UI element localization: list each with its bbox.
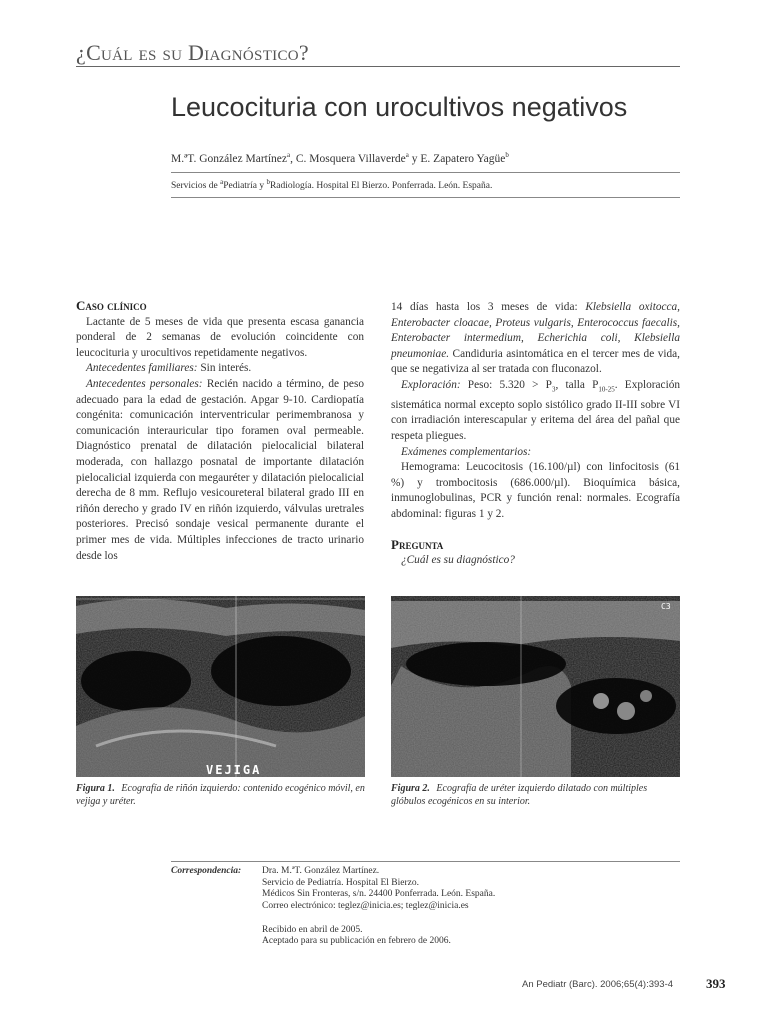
paragraph: 14 días hasta los 3 meses de vida: Klebsiella oxitocca, Enterobacter cloacae, Proteus vulgaris, Enterococcus faecalis, Enterobacter intermedium, Echerichia coli, Klebsiella pneumoniae. Candiduria asintomática en el tercer mes de vida, que se negativiza al ser tratada con fluconazol.	[391, 301, 680, 376]
section-heading-caso-clinico: Caso clínico	[76, 298, 147, 313]
article-title: Leucocituria con urocultivos negativos	[171, 92, 628, 122]
affiliation-divider	[171, 197, 680, 198]
figure-1-ultrasound	[76, 596, 365, 777]
correspondence-block	[262, 866, 495, 948]
header-divider	[76, 66, 680, 67]
paragraph: Hemograma: Leucocitosis (16.100/µl) con linfocitosis (61 %) y trombocitosis (686.000/µl). Bioquímica básica, inmunoglobulinas, PCR y función renal: normales. Ecografía abdominal: figuras 1 y 2.	[391, 461, 680, 520]
figure-1-caption	[76, 783, 365, 808]
paragraph: Antecedentes personales: Recién nacido a término, de peso adecuado para la edad de gestación. Apgar 9-10. Cardiopatía congénita: comunicación interventricular perimembranosa y comunicación interauricular tipo foramen oval permeable. Diagnóstico prenatal de dilatación pielocalicial bilateral moderada, con hallazgo posnatal de importante dilatación pielocalicial izquierda con megauréter y dilatación pielocalicial derecha de 8 mm. Reflujo vesicoureteral bilateral grado III en riñón derecho y grado IV en riñón izquierdo, válvulas uretrales posteriores. Precisó sondaje vesical permanente durante el primer mes de vida. Múltiples infecciones de tracto urinario desde los	[76, 377, 364, 562]
figure-1-label: Figura 1.	[76, 783, 115, 794]
figure-2-ultrasound	[391, 596, 680, 777]
figure-2-caption-text: Ecografía de uréter izquierdo dilatado con múltiples glóbulos ecogénicos en su interior.	[391, 783, 648, 807]
correspondence-line: Dra. M.ªT. González Martínez.	[262, 866, 380, 876]
section-title: ¿Cuál es su Diagnóstico?	[76, 40, 309, 65]
question-text: ¿Cuál es su diagnóstico?	[401, 554, 515, 567]
section-heading-pregunta: Pregunta	[391, 536, 444, 552]
figure-1-caption-text: Ecografía de riñón izquierdo: contenido ecogénico móvil, en vejiga y uréter.	[76, 783, 365, 807]
correspondence-line: Servicio de Pediatría. Hospital El Bierzo.	[262, 877, 419, 888]
figure-2-overlay-label: C3	[661, 602, 671, 611]
paragraph: Exámenes complementarios:	[401, 445, 532, 458]
journal-citation: An Pediatr (Barc). 2006;65(4):393-4	[522, 979, 674, 990]
paragraph: Antecedentes familiares: Sin interés.	[86, 362, 252, 375]
figure-1-overlay-label: VEJIGA	[206, 763, 262, 777]
accepted-date: Aceptado para su publicación en febrero de 2006.	[262, 936, 451, 947]
received-date: Recibido en abril de 2005.	[262, 924, 363, 935]
correspondence-email: Correo electrónico: teglez@inicia.es; teglez@inicia.es	[262, 901, 469, 912]
correspondence-label: Correspondencia:	[171, 866, 242, 876]
paragraph: Lactante de 5 meses de vida que presenta escasa ganancia ponderal de 2 semanas de evolución coincidente con leucocituria y urocultivos repetidamente negativos.	[76, 315, 364, 359]
correspondence-divider	[171, 861, 680, 862]
authors-divider	[171, 172, 680, 173]
left-column	[76, 298, 364, 564]
correspondence-line: Médicos Sin Fronteras, s/n. 24400 Ponferrada. León. España.	[262, 889, 496, 900]
affiliation: Servicios de $^a$Pediatría y $^b$Radiología. Hospital El Bierzo. Ponferrada. León. España.	[171, 178, 493, 192]
right-column	[391, 300, 680, 569]
figure-2-label: Figura 2.	[391, 783, 430, 794]
page-number: 393	[706, 976, 726, 991]
paragraph: Exploración: Peso: $5.320 > P_3$, talla $P_{10-25}$. Exploración sistemática normal excepto soplo sistólico grado II-III sobre VI con irradiación interescapular y eritema del área del pañal que respeta pliegues.	[391, 378, 680, 442]
figure-2-caption	[391, 783, 680, 808]
author-list: M.ªT. González Martínez$^a$, C. Mosquera Villaverde$^a$ y E. Zapatero Yagüe$^b$	[171, 151, 509, 165]
